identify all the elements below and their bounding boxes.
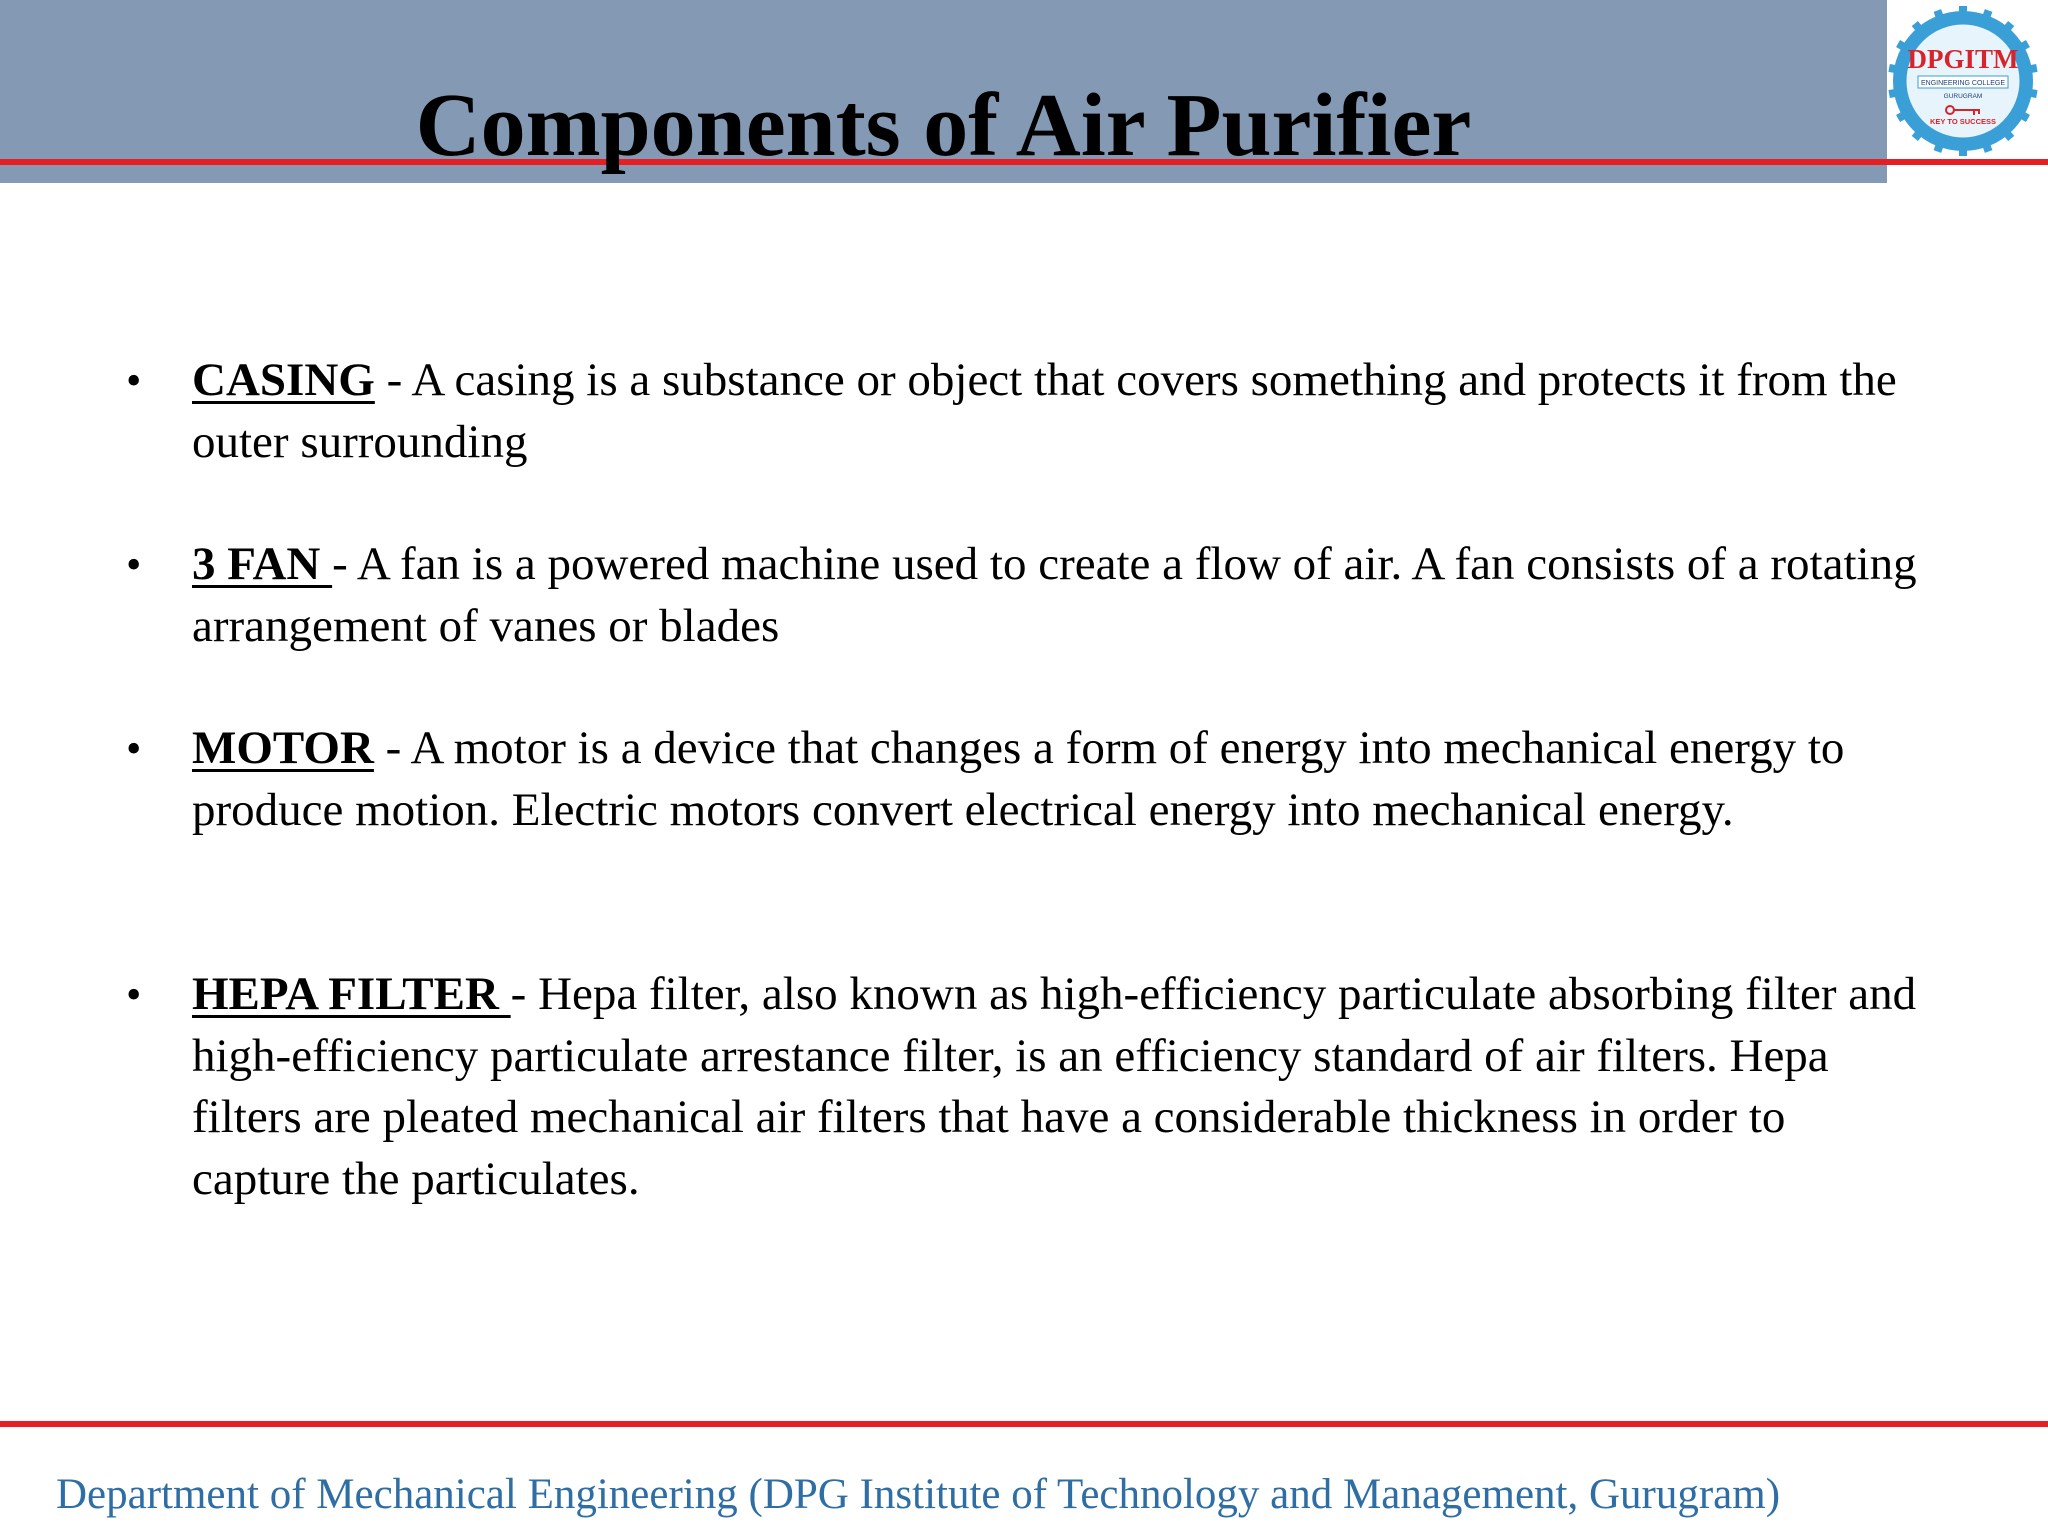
bullet-icon: •: [126, 724, 142, 773]
bullet-term: HEPA FILTER: [192, 968, 511, 1020]
logo-subtext-city: GURUGRAM: [1943, 93, 1983, 100]
logo-motto: KEY TO SUCCESS: [1930, 117, 1996, 126]
slide-title: Components of Air Purifier: [415, 76, 1472, 175]
bullet-term: CASING: [192, 354, 375, 406]
bullet-description: A motor is a device that changes a form of energy into mechanical energy to produce motion. Electric motors convert electrical energy into mechanical energy.: [192, 722, 1845, 836]
bullet-separator: -: [374, 354, 412, 406]
bullet-icon: •: [126, 540, 142, 589]
bullet-icon: •: [126, 356, 142, 405]
footer-department: Department of Mechanical Engineering (DPG Institute of Technology and Management, Gurugram): [56, 1471, 1781, 1518]
bullet-description: A fan is a powered machine used to create a flow of air. A fan consists of a rotating arrangement of vanes or blades: [192, 538, 1917, 652]
bullet-separator: -: [373, 722, 411, 774]
bullet-icon: •: [126, 970, 142, 1019]
bullet-separator: -: [332, 538, 357, 590]
logo-subtext: ENGINEERING COLLEGE: [1920, 80, 2006, 87]
bullet-description: A casing is a substance or object that covers something and protects it from the outer surrounding: [192, 354, 1897, 468]
bullet-separator: -: [510, 968, 539, 1020]
bullet-description: Hepa filter, also known as high-efficiency particulate absorbing filter and high-efficiency particulate arrestance filter, is an efficiency standard of air filters. Hepa filters are pleated mechanical air filters that have a considerable thickness in order to capture the particulates.: [192, 968, 1917, 1205]
bullet-term: MOTOR: [192, 722, 374, 774]
bullet-text: [192, 534, 1932, 657]
bullet-term: 3 FAN: [192, 538, 333, 590]
bullet-text: [192, 350, 1932, 473]
logo-wordmark: DPGITM: [1907, 44, 2019, 74]
bullet-text: [192, 718, 1932, 841]
bullet-text: [192, 964, 1932, 1210]
college-logo-icon: [1888, 6, 2038, 156]
footer-rule: [0, 1421, 2048, 1427]
